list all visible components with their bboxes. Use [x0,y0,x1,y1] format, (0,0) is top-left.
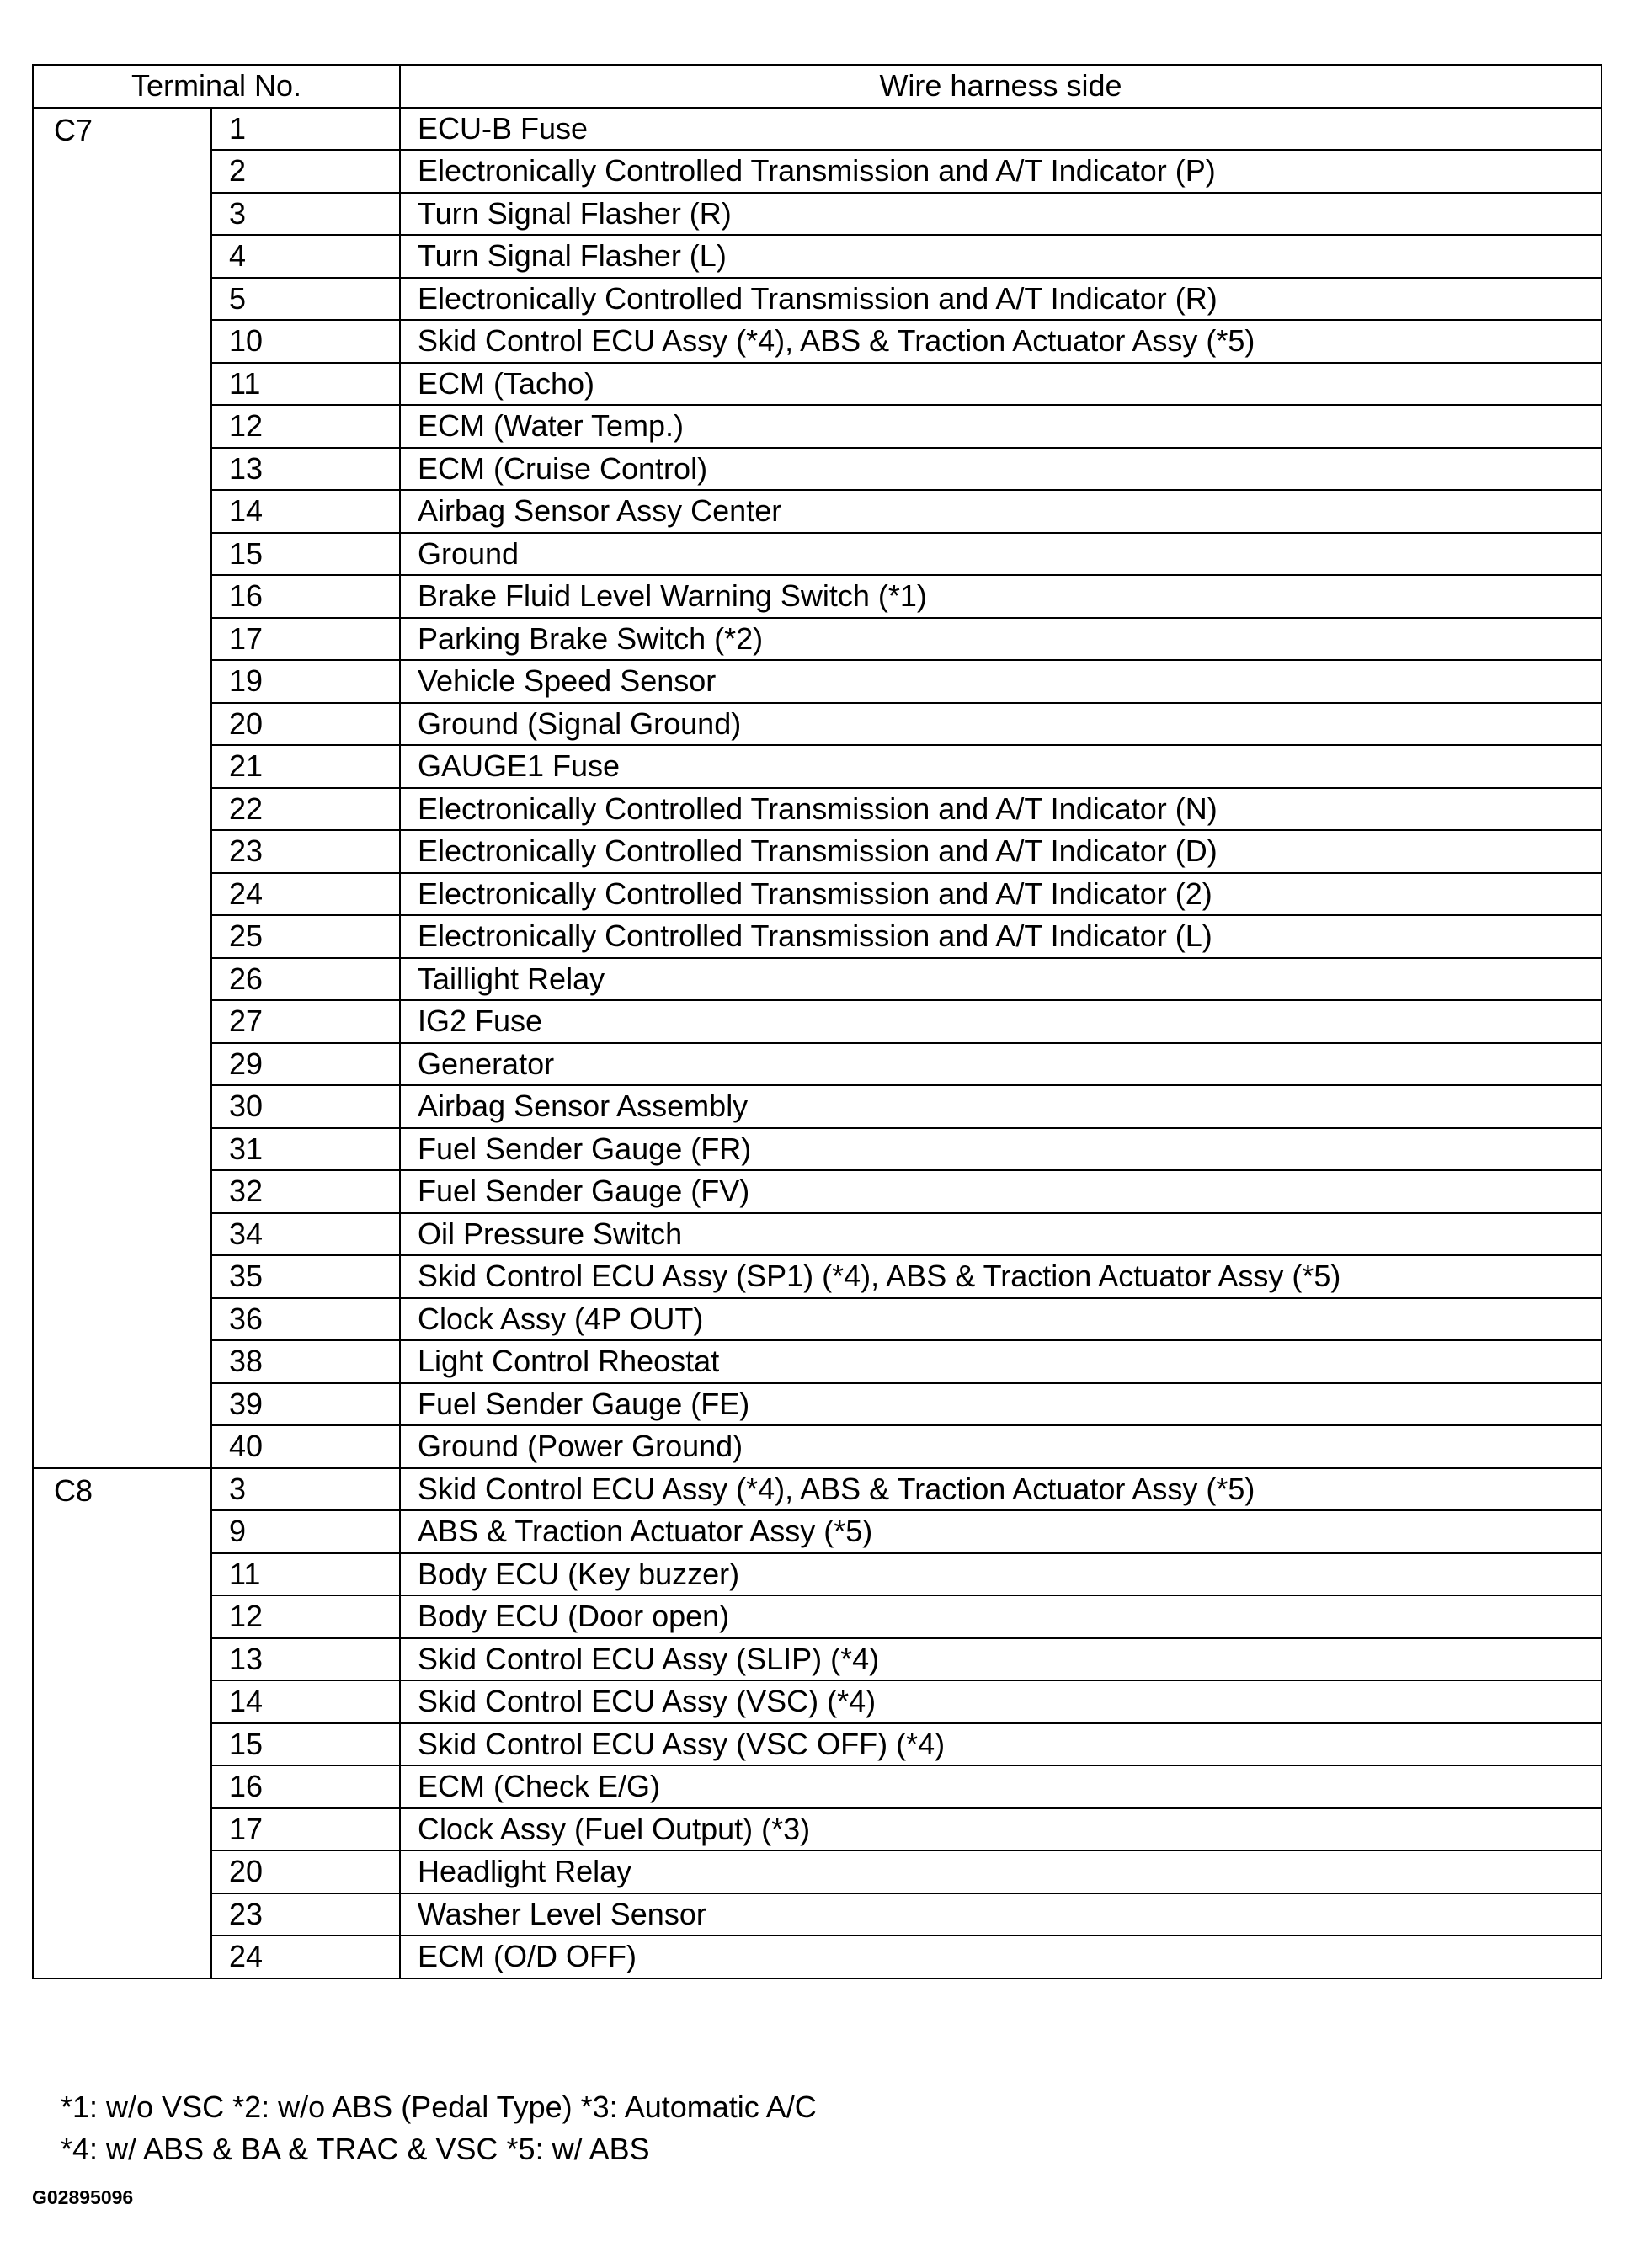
wire-harness-cell: Skid Control ECU Assy (*4), ABS & Traction Actuator Assy (*5) [400,1468,1601,1511]
wire-harness-cell: Electronically Controlled Transmission and A/T Indicator (L) [400,915,1601,958]
wire-harness-cell: Body ECU (Door open) [400,1595,1601,1638]
wire-harness-cell: Vehicle Speed Sensor [400,660,1601,703]
table-row [33,1510,1601,1553]
terminal-number-cell: 14 [211,1680,400,1723]
wire-harness-cell: Electronically Controlled Transmission and A/T Indicator (N) [400,788,1601,831]
wire-harness-cell: ECM (Water Temp.) [400,405,1601,448]
wire-harness-cell: Skid Control ECU Assy (VSC) (*4) [400,1680,1601,1723]
wire-harness-cell: Brake Fluid Level Warning Switch (*1) [400,575,1601,618]
table-row [33,1383,1601,1426]
table-body [33,108,1601,1978]
wire-harness-cell: Fuel Sender Gauge (FV) [400,1170,1601,1213]
table-row [33,278,1601,321]
wire-harness-cell: Light Control Rheostat [400,1340,1601,1383]
table-row [33,1680,1601,1723]
table-row [33,1000,1601,1043]
table-row [33,1340,1601,1383]
wire-harness-cell: Turn Signal Flasher (L) [400,235,1601,278]
wire-harness-cell: ECM (Check E/G) [400,1765,1601,1808]
table-row [33,745,1601,788]
terminal-number-cell: 35 [211,1255,400,1298]
terminal-number-cell: 11 [211,363,400,406]
wire-harness-cell: Clock Assy (4P OUT) [400,1298,1601,1341]
terminal-number-cell: 31 [211,1128,400,1171]
terminal-number-cell: 14 [211,490,400,533]
terminal-number-cell: 24 [211,873,400,916]
table-row [33,575,1601,618]
wire-harness-cell: Electronically Controlled Transmission and A/T Indicator (R) [400,278,1601,321]
table-row [33,1425,1601,1468]
table-row [33,660,1601,703]
table-row [33,1553,1601,1596]
table-row [33,1893,1601,1936]
terminal-number-cell: 29 [211,1043,400,1086]
wire-harness-cell: ECM (Cruise Control) [400,448,1601,491]
terminal-number-cell: 13 [211,448,400,491]
terminal-number-cell: 17 [211,1808,400,1851]
table-row [33,873,1601,916]
wire-harness-cell: Fuel Sender Gauge (FR) [400,1128,1601,1171]
terminal-table [32,64,1602,1979]
table-row [33,1765,1601,1808]
terminal-number-cell: 38 [211,1340,400,1383]
table-row [33,1298,1601,1341]
table-row [33,1935,1601,1978]
wire-harness-cell: Skid Control ECU Assy (SP1) (*4), ABS & Traction Actuator Assy (*5) [400,1255,1601,1298]
wire-harness-cell: ABS & Traction Actuator Assy (*5) [400,1510,1601,1553]
wire-harness-cell: Taillight Relay [400,958,1601,1001]
table-header-row [33,65,1601,108]
header-terminal-no: Terminal No. [33,65,400,108]
table-row [33,108,1601,151]
wire-harness-cell: Fuel Sender Gauge (FE) [400,1383,1601,1426]
wire-harness-cell: Washer Level Sensor [400,1893,1601,1936]
terminal-number-cell: 22 [211,788,400,831]
table-row [33,1595,1601,1638]
terminal-number-cell: 20 [211,703,400,746]
terminal-number-cell: 20 [211,1850,400,1893]
wire-harness-cell: IG2 Fuse [400,1000,1601,1043]
terminal-number-cell: 13 [211,1638,400,1681]
terminal-number-cell: 1 [211,108,400,151]
connector-cell: C7 [33,108,211,1468]
terminal-number-cell: 30 [211,1085,400,1128]
table-row [33,533,1601,576]
wire-harness-cell: Headlight Relay [400,1850,1601,1893]
table-row [33,1808,1601,1851]
connector-cell: C8 [33,1468,211,1978]
table-row [33,1723,1601,1766]
wire-harness-cell: Parking Brake Switch (*2) [400,618,1601,661]
terminal-number-cell: 26 [211,958,400,1001]
table-row [33,1213,1601,1256]
terminal-number-cell: 25 [211,915,400,958]
terminal-number-cell: 16 [211,1765,400,1808]
terminal-number-cell: 2 [211,150,400,193]
wire-harness-cell: Electronically Controlled Transmission and A/T Indicator (2) [400,873,1601,916]
wire-harness-cell: Electronically Controlled Transmission and A/T Indicator (D) [400,830,1601,873]
table-row [33,448,1601,491]
table-row [33,150,1601,193]
terminal-number-cell: 9 [211,1510,400,1553]
table-row [33,1850,1601,1893]
wire-harness-cell: ECU-B Fuse [400,108,1601,151]
wire-harness-cell: Skid Control ECU Assy (*4), ABS & Traction Actuator Assy (*5) [400,320,1601,363]
wire-harness-cell: Ground (Power Ground) [400,1425,1601,1468]
terminal-number-cell: 10 [211,320,400,363]
terminal-number-cell: 40 [211,1425,400,1468]
terminal-number-cell: 3 [211,1468,400,1511]
footnotes [61,2086,817,2170]
table-row [33,915,1601,958]
terminal-number-cell: 23 [211,830,400,873]
wire-harness-cell: Ground (Signal Ground) [400,703,1601,746]
wire-harness-cell: Airbag Sensor Assy Center [400,490,1601,533]
table-row [33,1255,1601,1298]
terminal-number-cell: 12 [211,405,400,448]
terminal-number-cell: 39 [211,1383,400,1426]
terminal-number-cell: 19 [211,660,400,703]
table-row [33,1043,1601,1086]
terminal-number-cell: 15 [211,533,400,576]
table-row [33,830,1601,873]
table-row [33,1128,1601,1171]
wire-harness-cell: Skid Control ECU Assy (SLIP) (*4) [400,1638,1601,1681]
terminal-number-cell: 11 [211,1553,400,1596]
terminal-number-cell: 17 [211,618,400,661]
table-row [33,320,1601,363]
terminal-number-cell: 24 [211,1935,400,1978]
terminal-number-cell: 15 [211,1723,400,1766]
wire-harness-cell: Ground [400,533,1601,576]
table-row [33,193,1601,236]
terminal-number-cell: 27 [211,1000,400,1043]
table-row [33,1170,1601,1213]
wire-harness-cell: Skid Control ECU Assy (VSC OFF) (*4) [400,1723,1601,1766]
terminal-number-cell: 21 [211,745,400,788]
wire-harness-cell: Turn Signal Flasher (R) [400,193,1601,236]
wire-harness-cell: Electronically Controlled Transmission and A/T Indicator (P) [400,150,1601,193]
wire-harness-cell: Airbag Sensor Assembly [400,1085,1601,1128]
table-row [33,405,1601,448]
wire-harness-cell: ECM (O/D OFF) [400,1935,1601,1978]
table-row [33,618,1601,661]
terminal-number-cell: 3 [211,193,400,236]
table-row [33,958,1601,1001]
wire-harness-cell: GAUGE1 Fuse [400,745,1601,788]
wire-harness-cell: Clock Assy (Fuel Output) (*3) [400,1808,1601,1851]
figure-id: G02895096 [32,2186,134,2208]
wire-harness-cell: Body ECU (Key buzzer) [400,1553,1601,1596]
terminal-number-cell: 34 [211,1213,400,1256]
wire-harness-cell: ECM (Tacho) [400,363,1601,406]
header-wire-harness-side: Wire harness side [400,65,1601,108]
table-row [33,235,1601,278]
terminal-number-cell: 5 [211,278,400,321]
table-row [33,1085,1601,1128]
table-row [33,363,1601,406]
table-row [33,490,1601,533]
wire-harness-cell: Oil Pressure Switch [400,1213,1601,1256]
terminal-number-cell: 32 [211,1170,400,1213]
terminal-number-cell: 23 [211,1893,400,1936]
footnote-line: *4: w/ ABS & BA & TRAC & VSC *5: w/ ABS [61,2132,650,2166]
table-row [33,1468,1601,1511]
table-row [33,1638,1601,1681]
terminal-number-cell: 4 [211,235,400,278]
wire-harness-cell: Generator [400,1043,1601,1086]
table-row [33,703,1601,746]
terminal-number-cell: 36 [211,1298,400,1341]
terminal-number-cell: 12 [211,1595,400,1638]
table-row [33,788,1601,831]
footnote-line: *1: w/o VSC *2: w/o ABS (Pedal Type) *3: Automatic A/C [61,2090,817,2124]
terminal-number-cell: 16 [211,575,400,618]
